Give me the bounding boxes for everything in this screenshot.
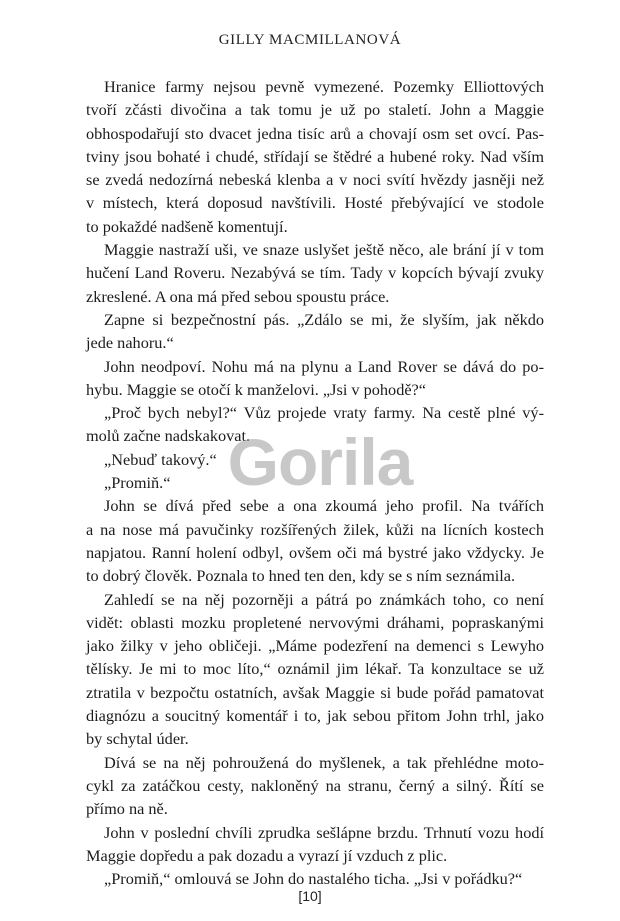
text-line: John se dívá před sebe a ona zkoumá jeho profil. Na tvářích xyxy=(104,496,544,516)
text-line: „Proč bych nebyl?“ Vůz projede vraty farmy. Na cestě plné vý- xyxy=(104,403,544,423)
paragraph xyxy=(86,401,544,448)
text-line: diagnózu a soucitný komentář i to, jak sebou přitom John trhl, jako xyxy=(86,706,544,726)
text-line: cykl za zatáčkou cesty, nakloněný na stranu, černý a silný. Řítí se xyxy=(86,775,544,795)
text-line: zkreslené. A ona má před sebou spoustu práce. xyxy=(86,286,390,306)
body-text xyxy=(86,75,544,890)
text-line: hybu. Maggie se otočí k manželovi. „Jsi v pohodě?“ xyxy=(86,379,427,399)
text-line: Hranice farmy nejsou pevně vymezené. Pozemky Elliottových xyxy=(104,77,544,96)
paragraph xyxy=(86,448,544,471)
text-line: přímo na ně. xyxy=(86,799,168,819)
paragraph xyxy=(86,238,544,308)
paragraph xyxy=(86,355,544,402)
text-line: a na nose má pavučinky rozšířených žilek, kůži na lícních kostech xyxy=(86,519,544,539)
text-line: „Nebuď takový.“ xyxy=(104,449,217,469)
page-number: [10] xyxy=(298,888,322,904)
text-line: jako žilky v jeho obličeji. „Máme podezření na demenci s Lewyho xyxy=(86,636,544,656)
text-line: to dobrý člověk. Poznala to hned ten den, kdy se s ním seznámila. xyxy=(86,566,516,586)
text-line: Maggie nastraží uši, ve snaze uslyšet ještě něco, ale brání jí v tom xyxy=(104,240,544,260)
svg-text:Gorila: Gorila xyxy=(227,425,413,499)
text-line: vidět: oblasti mozku propletené nervovými dráhami, popraskanými xyxy=(86,612,544,632)
paragraph xyxy=(86,867,544,890)
text-line: „Promiň.“ xyxy=(104,473,171,493)
text-line: Zapne si bezpečnostní pás. „Zdálo se mi, že slyším, jak někdo xyxy=(104,309,544,329)
text-line: napjatou. Ranní holení odbyl, ovšem oči má bystré jako vždycky. Je xyxy=(86,542,544,562)
text-line: to pokaždé nadšeně komentují. xyxy=(86,216,288,236)
text-line: John v poslední chvíli zprudka sešlápne brzdu. Trhnutí vozu hodí xyxy=(104,822,544,842)
text-line: tviny jsou bohaté i chudé, střídají se štědré a hubené roky. Nad vším xyxy=(86,146,544,166)
text-line: jede nahoru.“ xyxy=(86,333,174,353)
text-line: tělísky. Je mi to moc líto,“ oznámil jim lékař. Ta konzultace se už xyxy=(86,659,544,679)
text-line: tvoří zčásti divočina a tak tomu je už po staletí. John a Maggie xyxy=(86,100,544,120)
paragraph xyxy=(86,75,544,238)
text-line: hučení Land Roveru. Nezabývá se tím. Tady v kopcích bývají zvuky xyxy=(86,263,544,283)
text-line: Zahledí se na něj pozorněji a pátrá po známkách toho, co není xyxy=(104,589,544,609)
paragraph xyxy=(86,821,544,868)
text-line: obhospodařují sto dvacet jedna tisíc arů a chovají osm set ovcí. Pas- xyxy=(86,123,544,143)
text-line: ztratila v bezpočtu ostatních, avšak Maggie si bude pořád pamatovat xyxy=(86,682,544,702)
text-line: John neodpoví. Nohu má na plynu a Land Rover se dává do po- xyxy=(104,356,544,376)
text-line: by schytal úder. xyxy=(86,729,189,749)
running-head: GILLY MACMILLANOVÁ xyxy=(218,32,402,48)
text-line: Maggie dopředu a pak dozadu a vyrazí jí vzduch z plic. xyxy=(86,845,448,865)
paragraph xyxy=(86,471,544,494)
text-line: molů začne nadskakovat. xyxy=(86,426,251,446)
paragraph xyxy=(86,751,544,821)
paragraph xyxy=(86,494,544,587)
text-line: v místech, která doposud navštívili. Hosté přebývající ve stodole xyxy=(86,193,544,213)
text-line: se zvedá nedozírná nebeská klenba a v noci svítí hvězdy jasněji než xyxy=(86,170,544,190)
paragraph xyxy=(86,308,544,355)
text-line: „Promiň,“ omlouvá se John do nastalého ticha. „Jsi v pořádku?“ xyxy=(104,869,523,889)
paragraph xyxy=(86,588,544,751)
text-line: Dívá se na něj pohroužená do myšlenek, a tak přehlédne moto- xyxy=(104,752,544,772)
